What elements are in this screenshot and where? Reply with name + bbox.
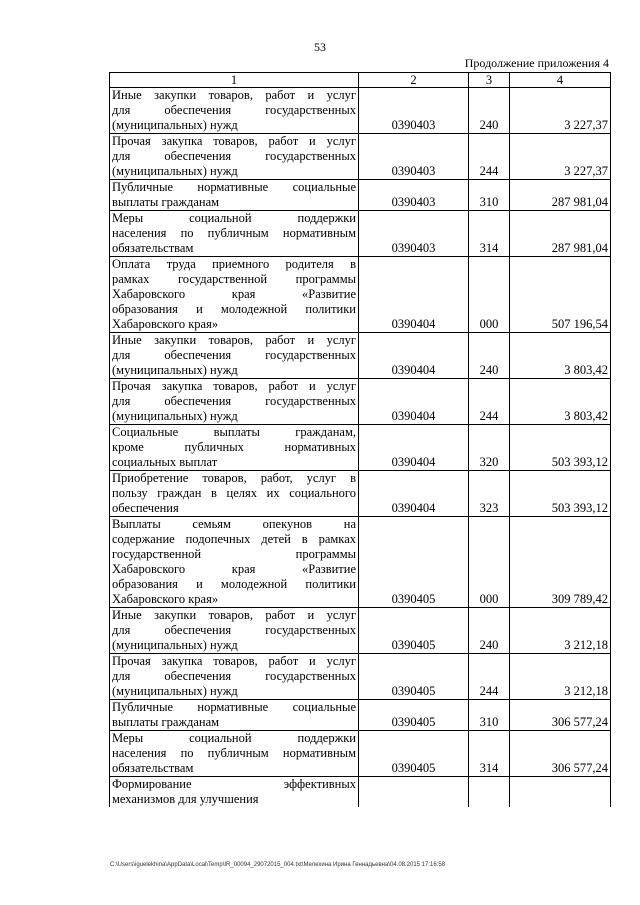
row-amount-cell: 3 227,37 — [510, 88, 611, 134]
table-row — [110, 333, 611, 379]
row-target-code-cell: 0390404 — [359, 333, 469, 379]
row-name-line: Меры социальной поддержки — [112, 211, 356, 225]
row-name-cell — [110, 379, 359, 425]
row-name-line: социальных выплат — [112, 455, 218, 469]
row-target-code-cell: 0390404 — [359, 257, 469, 333]
row-name-line: Иные закупки товаров, работ и услуг — [112, 608, 356, 622]
row-name-line: Формирование эффективных — [112, 777, 356, 791]
table-row — [110, 654, 611, 700]
table-row — [110, 700, 611, 731]
row-amount-cell: 503 393,12 — [510, 425, 611, 471]
row-amount-cell: 3 803,42 — [510, 379, 611, 425]
row-name-line: населения по публичным нормативным — [112, 226, 356, 240]
table-row — [110, 425, 611, 471]
row-name-line: обязательствам — [112, 241, 194, 255]
table-row — [110, 379, 611, 425]
row-name-line: для обеспечения государственных — [112, 103, 356, 117]
row-target-code-cell: 0390404 — [359, 425, 469, 471]
row-name-cell — [110, 517, 359, 608]
row-name-line: Публичные нормативные социальные — [112, 700, 356, 714]
row-name-cell — [110, 608, 359, 654]
row-name-line: (муниципальных) нужд — [112, 409, 238, 423]
row-expense-kind-cell: 244 — [469, 134, 510, 180]
page-number: 53 — [314, 40, 326, 54]
table-row — [110, 777, 611, 808]
row-name-cell — [110, 211, 359, 257]
row-name-cell — [110, 88, 359, 134]
column-header-target-code: 2 — [359, 73, 469, 88]
row-name-cell — [110, 333, 359, 379]
row-name-cell — [110, 471, 359, 517]
row-expense-kind-cell: 000 — [469, 257, 510, 333]
row-name-line: для обеспечения государственных — [112, 623, 356, 637]
table-header-row — [110, 73, 611, 88]
table-row — [110, 517, 611, 608]
row-target-code-cell: 0390403 — [359, 211, 469, 257]
row-name-line: образования и молодежной политики — [112, 302, 356, 316]
row-name-line: Выплаты семьям опекунов на — [112, 517, 356, 531]
row-name-line: Оплата труда приемного родителя в — [112, 257, 356, 271]
column-header-name: 1 — [110, 73, 359, 88]
row-name-line: Приобретение товаров, работ, услуг в — [112, 471, 356, 485]
footer-file-path: C:\Users\iguelekhina\AppData\Local\Temp\IR_00094_29072015_004.txt\Мелехина Ирина Геннадьевна\04.08.2015 17:16:58 — [110, 862, 446, 868]
table-row — [110, 180, 611, 211]
row-name-line: для обеспечения государственных — [112, 149, 356, 163]
row-target-code-cell: 0390405 — [359, 517, 469, 608]
row-expense-kind-cell: 000 — [469, 517, 510, 608]
row-name-cell — [110, 180, 359, 211]
table-row — [110, 731, 611, 777]
row-expense-kind-cell — [469, 777, 510, 808]
row-name-line: (муниципальных) нужд — [112, 118, 238, 132]
row-name-line: для обеспечения государственных — [112, 669, 356, 683]
row-amount-cell: 306 577,24 — [510, 731, 611, 777]
appendix-continuation-label: Продолжение приложения 4 — [464, 56, 609, 70]
row-expense-kind-cell: 310 — [469, 180, 510, 211]
row-name-line: (муниципальных) нужд — [112, 638, 238, 652]
row-amount-cell: 3 803,42 — [510, 333, 611, 379]
row-target-code-cell: 0390403 — [359, 88, 469, 134]
row-expense-kind-cell: 240 — [469, 88, 510, 134]
row-name-cell — [110, 731, 359, 777]
row-expense-kind-cell: 314 — [469, 211, 510, 257]
row-target-code-cell — [359, 777, 469, 808]
table-row — [110, 134, 611, 180]
row-amount-cell: 306 577,24 — [510, 700, 611, 731]
row-name-cell — [110, 257, 359, 333]
table-row — [110, 257, 611, 333]
row-target-code-cell: 0390404 — [359, 471, 469, 517]
row-amount-cell: 287 981,04 — [510, 180, 611, 211]
row-expense-kind-cell: 320 — [469, 425, 510, 471]
row-amount-cell: 3 212,18 — [510, 608, 611, 654]
row-target-code-cell: 0390403 — [359, 180, 469, 211]
row-name-line: обязательствам — [112, 761, 194, 775]
row-amount-cell: 287 981,04 — [510, 211, 611, 257]
row-name-line: (муниципальных) нужд — [112, 164, 238, 178]
row-name-line: Меры социальной поддержки — [112, 731, 356, 745]
row-name-line: обеспечения — [112, 501, 179, 515]
row-target-code-cell: 0390404 — [359, 379, 469, 425]
row-name-line: содержание подопечных детей в рамках — [112, 532, 356, 546]
row-name-line: Хабаровского края «Развитие — [112, 287, 356, 301]
row-expense-kind-cell: 240 — [469, 608, 510, 654]
column-header-amount: 4 — [510, 73, 611, 88]
row-name-line: Прочая закупка товаров, работ и услуг — [112, 379, 356, 393]
row-amount-cell: 507 196,54 — [510, 257, 611, 333]
row-name-line: рамках государственной программы — [112, 272, 356, 286]
row-name-line: населения по публичным нормативным — [112, 746, 356, 760]
row-name-cell — [110, 425, 359, 471]
row-name-line: Публичные нормативные социальные — [112, 180, 356, 194]
row-name-line: Иные закупки товаров, работ и услуг — [112, 333, 356, 347]
row-target-code-cell: 0390405 — [359, 700, 469, 731]
row-name-line: Социальные выплаты гражданам, — [112, 425, 356, 439]
row-target-code-cell: 0390403 — [359, 134, 469, 180]
table-row — [110, 471, 611, 517]
row-name-cell — [110, 134, 359, 180]
row-amount-cell: 3 212,18 — [510, 654, 611, 700]
row-name-line: механизмов для улучшения — [112, 792, 259, 806]
row-expense-kind-cell: 310 — [469, 700, 510, 731]
row-name-line: кроме публичных нормативных — [112, 440, 356, 454]
row-amount-cell: 503 393,12 — [510, 471, 611, 517]
row-name-line: государственной программы — [112, 547, 356, 561]
row-name-line: (муниципальных) нужд — [112, 684, 238, 698]
row-name-line: Хабаровского края» — [112, 317, 219, 331]
row-name-line: для обеспечения государственных — [112, 348, 356, 362]
table-row — [110, 211, 611, 257]
row-name-cell — [110, 654, 359, 700]
row-name-line: выплаты гражданам — [112, 195, 220, 209]
row-name-line: Хабаровского края» — [112, 592, 219, 606]
row-name-line: для обеспечения государственных — [112, 394, 356, 408]
row-target-code-cell: 0390405 — [359, 654, 469, 700]
row-expense-kind-cell: 244 — [469, 379, 510, 425]
table-row — [110, 608, 611, 654]
row-expense-kind-cell: 240 — [469, 333, 510, 379]
row-name-line: Хабаровского края «Развитие — [112, 562, 356, 576]
row-target-code-cell: 0390405 — [359, 608, 469, 654]
row-expense-kind-cell: 314 — [469, 731, 510, 777]
row-name-line: Прочая закупка товаров, работ и услуг — [112, 654, 356, 668]
row-amount-cell — [510, 777, 611, 808]
table-row — [110, 88, 611, 134]
row-name-line: (муниципальных) нужд — [112, 363, 238, 377]
row-name-cell — [110, 700, 359, 731]
row-name-line: Прочая закупка товаров, работ и услуг — [112, 134, 356, 148]
budget-table — [109, 72, 611, 807]
row-expense-kind-cell: 244 — [469, 654, 510, 700]
row-name-line: выплаты гражданам — [112, 715, 220, 729]
row-amount-cell: 3 227,37 — [510, 134, 611, 180]
row-amount-cell: 309 789,42 — [510, 517, 611, 608]
row-name-line: пользу граждан в целях их социального — [112, 486, 356, 500]
row-target-code-cell: 0390405 — [359, 731, 469, 777]
column-header-expense-kind: 3 — [469, 73, 510, 88]
row-expense-kind-cell: 323 — [469, 471, 510, 517]
row-name-line: Иные закупки товаров, работ и услуг — [112, 88, 356, 102]
row-name-line: образования и молодежной политики — [112, 577, 356, 591]
row-name-cell — [110, 777, 359, 808]
